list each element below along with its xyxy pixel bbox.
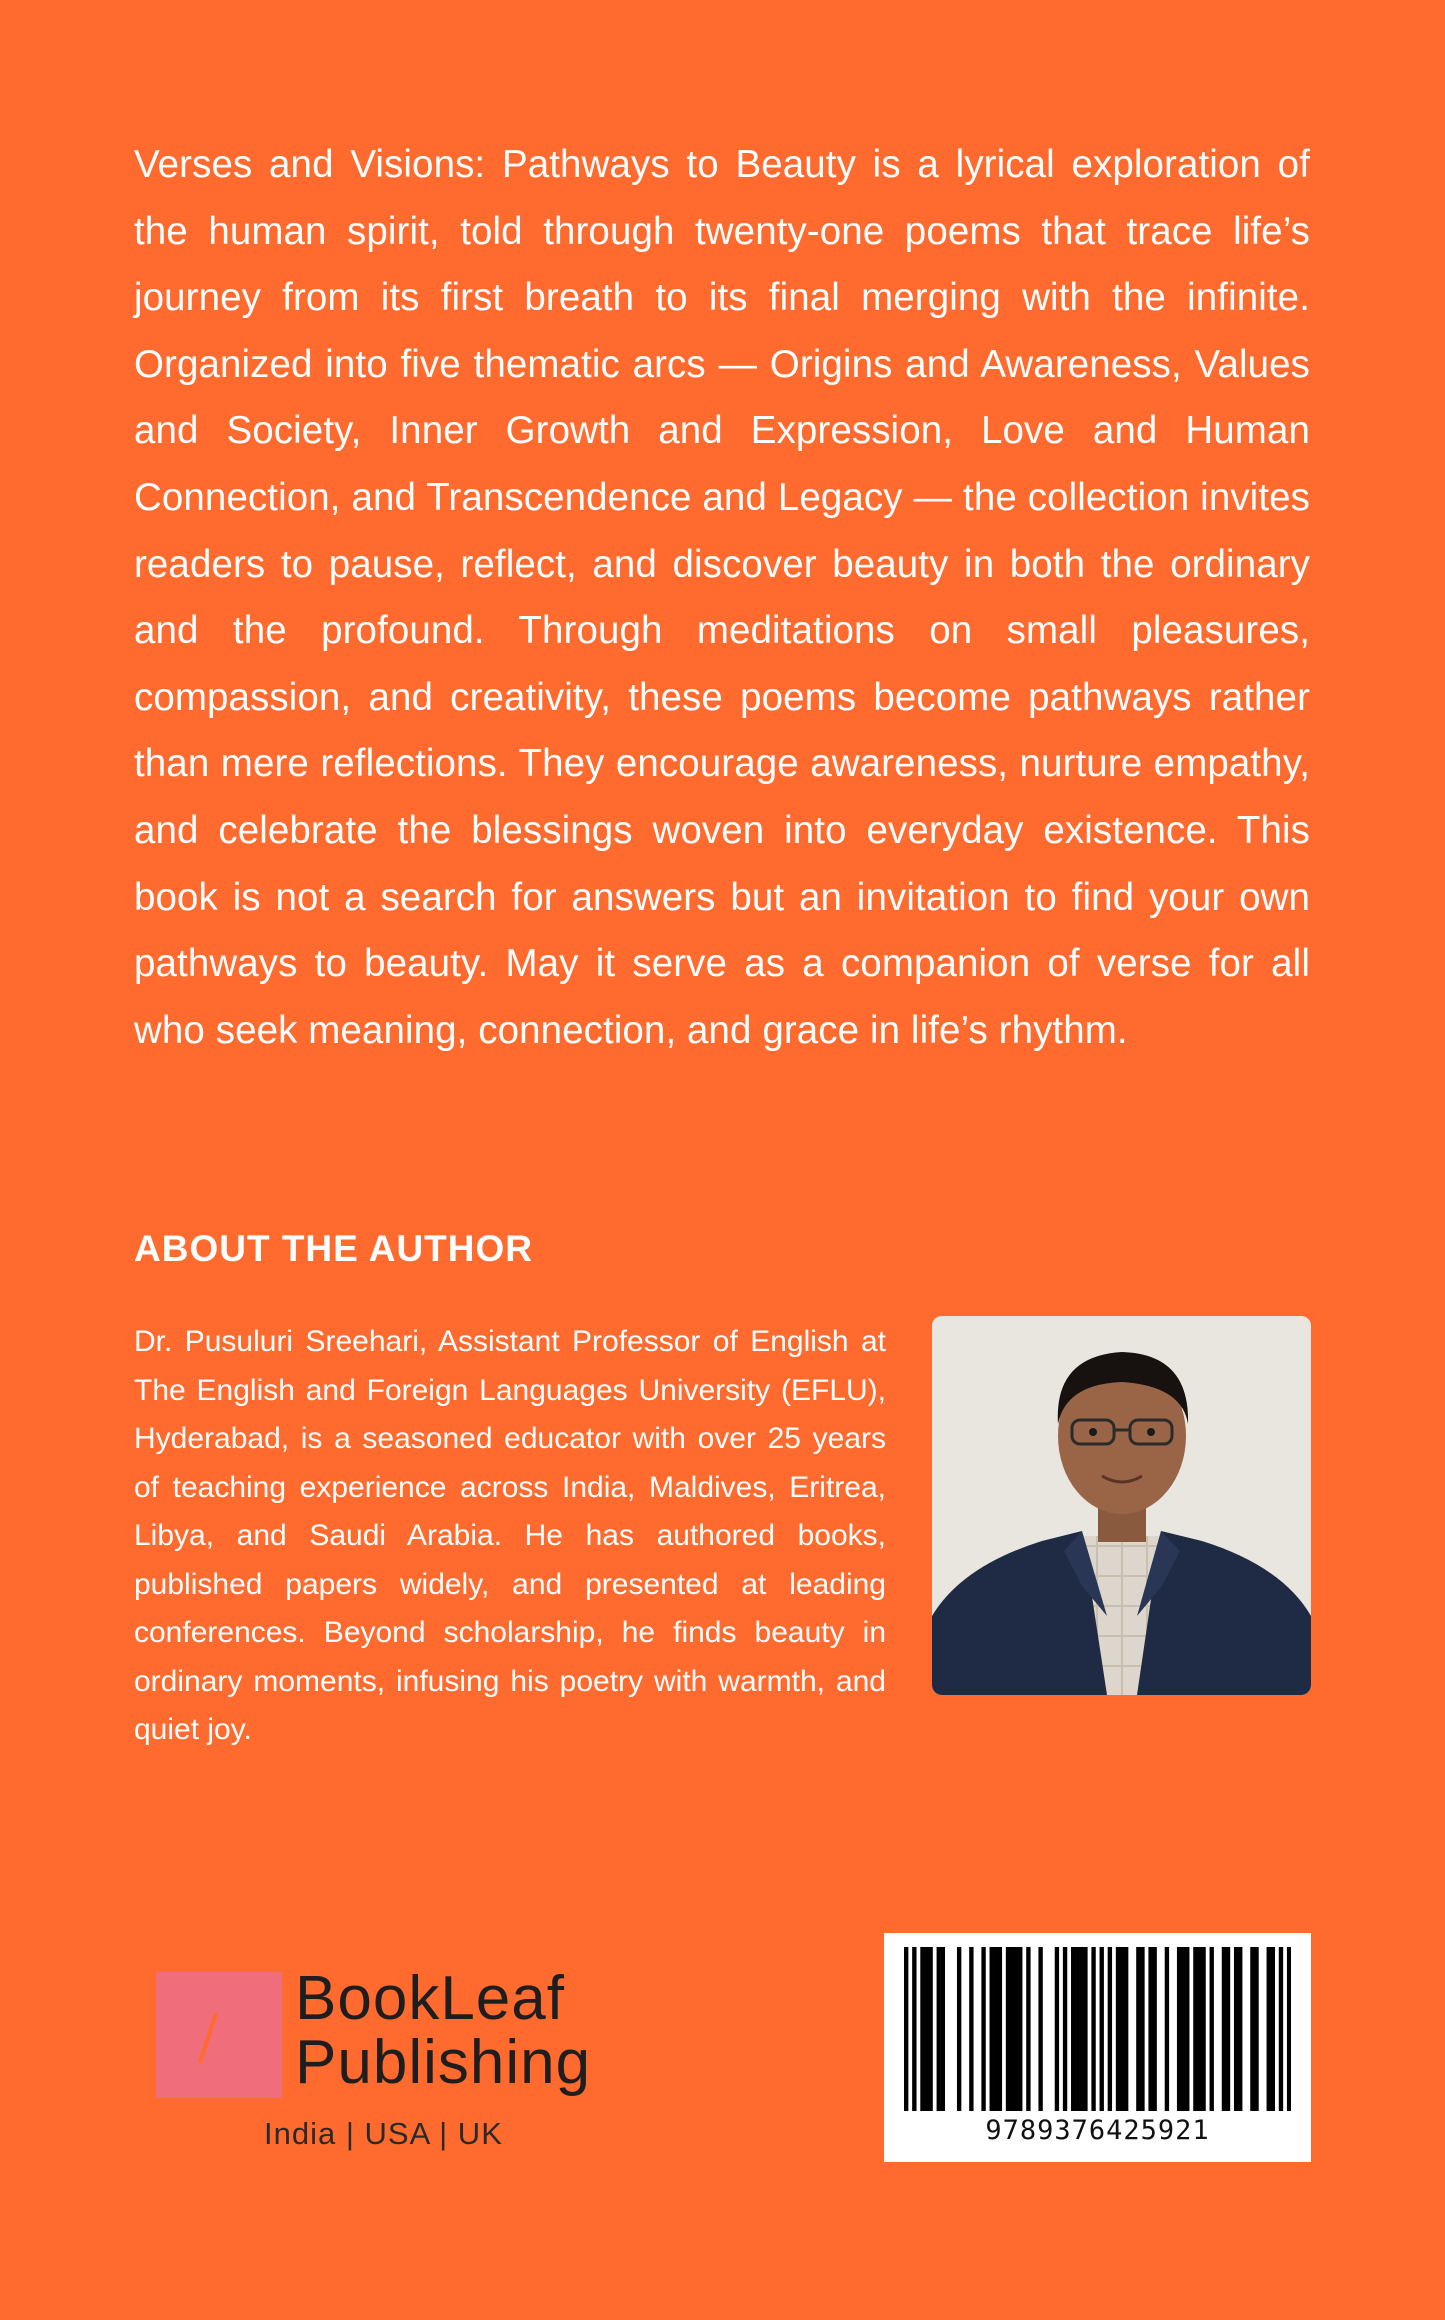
barcode-bar	[1165, 1947, 1169, 2111]
barcode-bar	[1193, 1947, 1197, 2111]
logo-mark	[156, 1972, 282, 2098]
book-blurb: Verses and Visions: Pathways to Beauty is a lyrical exploration of the human spirit, told through twenty-one poems that trace life’s journey from its first breath to its final merging with the infinite. Organized into five thematic arcs — Origins and Awareness, Values and Society, Inner Growth and Expression, Love and Human Connection, and Transcendence and Legacy — the collection invites readers to pause, reflect, and discover beauty in both the ordinary and the profound. Through meditations on small pleasures, compassion, and creativity, these poems become pathways rather than mere reflections. They encourage awareness, nurture empathy, and celebrate the blessings woven into everyday existence. This book is not a search for answers but an invitation to find your own pathways to beauty. May it serve as a companion of verse for all who seek meaning, connection, and grace in life’s rhythm.	[134, 143, 1310, 1052]
barcode-bar	[1267, 1947, 1271, 2111]
publisher-name-line1: BookLeaf	[295, 1964, 565, 2033]
barcode-bar	[1083, 1947, 1087, 2111]
barcode-bar	[1026, 1947, 1030, 2111]
barcode-bar	[1100, 1947, 1104, 2111]
barcode-bar	[1238, 1947, 1242, 2111]
barcode-bar	[1018, 1947, 1022, 2111]
barcode-bar	[1279, 1947, 1283, 2111]
barcode-bar	[1210, 1947, 1214, 2111]
author-bio: Dr. Pusuluri Sreehari, Assistant Professor of English at The English and Foreign Languages University (EFLU), Hyderabad, is a seasoned educator with over 25 years of teaching experience across India, Maldives, Eritrea, Libya, and Saudi Arabia. He has authored books, published papers widely, and presented at leading conferences. Beyond scholarship, he finds beauty in ordinary moments, infusing his poetry with warmth, and quiet joy.	[134, 1325, 886, 1746]
barcode-bar	[924, 1947, 928, 2111]
publisher-name	[295, 1966, 591, 2096]
barcode-bar	[994, 1947, 998, 2111]
barcode-bar	[1124, 1947, 1128, 2111]
publisher-regions: India | USA | UK	[264, 2116, 503, 2151]
barcode-bar	[1140, 1947, 1144, 2111]
barcode-bar	[990, 1947, 994, 2111]
barcode-bars	[904, 1947, 1291, 2111]
barcode-bar	[1010, 1947, 1014, 2111]
barcode-bar	[1222, 1947, 1226, 2111]
barcode-bar	[1226, 1947, 1230, 2111]
author-photo	[932, 1316, 1311, 1695]
logo-slash-icon	[198, 2013, 218, 2064]
barcode-bar	[1181, 1947, 1185, 2111]
barcode-bar	[1152, 1947, 1156, 2111]
barcode-bar	[928, 1947, 932, 2111]
barcode-bar	[1254, 1947, 1258, 2111]
barcode-bar	[998, 1947, 1002, 2111]
barcode-bar	[904, 1947, 908, 2111]
barcode-bar	[1063, 1947, 1067, 2111]
barcode-bar	[1075, 1947, 1079, 2111]
barcode-bar	[1116, 1947, 1120, 2111]
barcode-bar	[1234, 1947, 1238, 2111]
barcode-bar	[941, 1947, 945, 2111]
barcode-bar	[1038, 1947, 1042, 2111]
barcode-bar	[1201, 1947, 1205, 2111]
about-author-heading: ABOUT THE AUTHOR	[134, 1228, 533, 1269]
barcode-bar	[1136, 1947, 1140, 2111]
isbn-barcode	[884, 1933, 1311, 2162]
barcode-bar	[1120, 1947, 1124, 2111]
barcode-bar	[1271, 1947, 1275, 2111]
barcode-bar	[937, 1947, 941, 2111]
barcode-bar	[957, 1947, 961, 2111]
barcode-bar	[969, 1947, 973, 2111]
barcode-bar	[1014, 1947, 1018, 2111]
barcode-bar	[912, 1947, 916, 2111]
barcode-bar	[1177, 1947, 1181, 2111]
barcode-bar	[1250, 1947, 1254, 2111]
barcode-bar	[1006, 1947, 1010, 2111]
barcode-bar	[981, 1947, 985, 2111]
barcode-bar	[1108, 1947, 1112, 2111]
barcode-bar	[1185, 1947, 1189, 2111]
barcode-bar	[1197, 1947, 1201, 2111]
barcode-bar	[1071, 1947, 1075, 2111]
barcode-bar	[1055, 1947, 1059, 2111]
barcode-bar	[920, 1947, 924, 2111]
barcode-bar	[1079, 1947, 1083, 2111]
publisher-logo	[156, 1964, 616, 2172]
barcode-bar	[1148, 1947, 1152, 2111]
barcode-bar	[1287, 1947, 1291, 2111]
isbn-number: 9789376425921	[985, 2115, 1210, 2146]
publisher-name-line2: Publishing	[295, 2028, 592, 2097]
barcode-bar	[1091, 1947, 1095, 2111]
